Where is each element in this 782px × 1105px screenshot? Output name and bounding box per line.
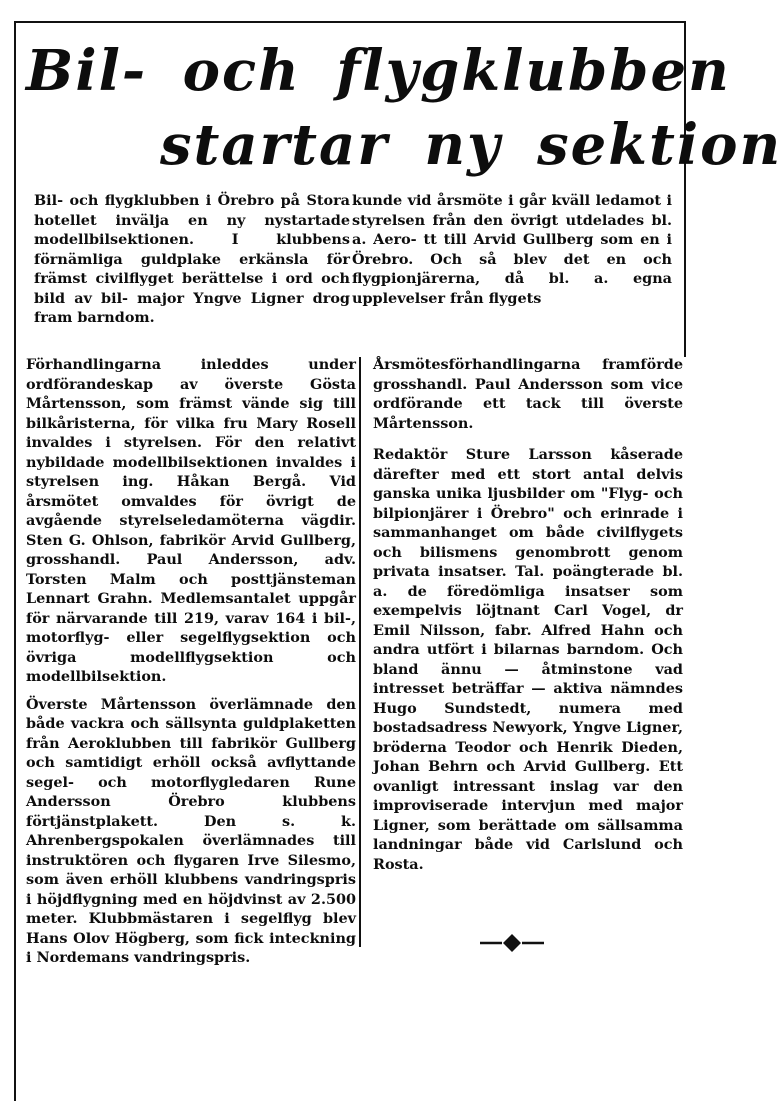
column-divider-rule — [359, 357, 361, 947]
top-border-rule — [14, 21, 686, 23]
left-border-rule — [14, 21, 16, 1101]
headline-line-2: startar ny sektion — [160, 112, 782, 178]
lead-text-left: Bil- och flygklubben i Örebro på Stora hotellet invälja en ny nystartade modellbilsektionen. I klubbens förnämliga guldplake erkänsla för främst civilflyget berättelse i ord och bild av bil- major Yngve Ligner drog fram barndom. — [34, 192, 350, 326]
headline-line-1: Bil- och flygklubben — [26, 38, 731, 104]
body-paragraph: Årsmötesförhandlingarna framförde grosshandl. Paul Andersson som vice ordförande ett tack till överste Mårtensson. — [373, 356, 683, 432]
lead-column-left — [34, 191, 350, 328]
end-ornament-icon — [480, 932, 544, 954]
body-paragraph: Överste Mårtensson överlämnade den både vackra och sällsynta guldplaketten från Aeroklubben till fabrikör Gullberg och samtidigt erhöll också avflyttande segel- och motorflygledaren Rune Andersson Örebro klubbens förtjänstplakett. Den s. k. Ahrenbergspokalen överlämnades till instruktören och flygaren Irve Silesmo, som även erhöll klubbens vandringspris i höjdflygning med en höjdvinst av 2.500 meter. Klubbmästaren i segelflyg blev Hans Olov Högberg, som fick inteckning i Nordemans vandringspris. — [26, 695, 356, 966]
body-column-left — [26, 355, 356, 968]
body-column-right — [373, 355, 683, 874]
lead-column-right — [352, 191, 672, 308]
body-paragraph: Redaktör Sture Larsson kåserade därefter med ett stort antal delvis ganska unika ljusbilder om "Flyg- och bilpionjärer i Örebro" och erinrade i sammanhanget om både civilflygets och bilismens genombrott genom privata insatser. Tal. poängterade bl. a. de föredömliga insatser som exempelvis löjtnant Carl Vogel, dr Emil Nilsson, fabr. Alfred Hahn och andra utfört i bilarnas barndom. Och bland ännu — åtminstone vad intresset beträffar — aktiva nämndes Hugo Sundstedt, numera med bostadsadress Newyork, Yngve Ligner, bröderna Teodor och Henrik Dieden, Johan Behrn och Arvid Gullberg. Ett ovanligt intressant inslag var den improviserade intervjun med major Ligner, som berättade om sällsamma landningar både vid Carlslund och Rosta. — [373, 446, 683, 873]
body-paragraph: Förhandlingarna inleddes under ordförandeskap av överste Gösta Mårtensson, som främst vände sig till bilkåristerna, för vilka fru Mary Rosell invaldes i styrelsen. För den relativt nybildade modellbilsektionen invaldes i styrelsen ing. Håkan Bergå. Vid årsmötet omvaldes för övrigt de avgående styrelseledamöterna vägdir. Sten G. Ohlson, fabrikör Arvid Gullberg, grosshandl. Paul Andersson, adv. Torsten Malm och posttjänsteman Lennart Grahn. Medlemsantalet uppgår för närvarande till 219, varav 164 i bil-, motorflyg- eller segelflygsektion och övriga modellflygsektion och modellbilsektion. — [26, 356, 356, 685]
lead-text-right: kunde vid årsmöte i går kväll ledamot i styrelsen från den övrigt utdelades bl. a. Aero- tt till Arvid Gullberg som en i Örebro. Och så blev det en och flygpionjärerna, då bl. a. egna upplevelser från flygets — [352, 192, 672, 307]
